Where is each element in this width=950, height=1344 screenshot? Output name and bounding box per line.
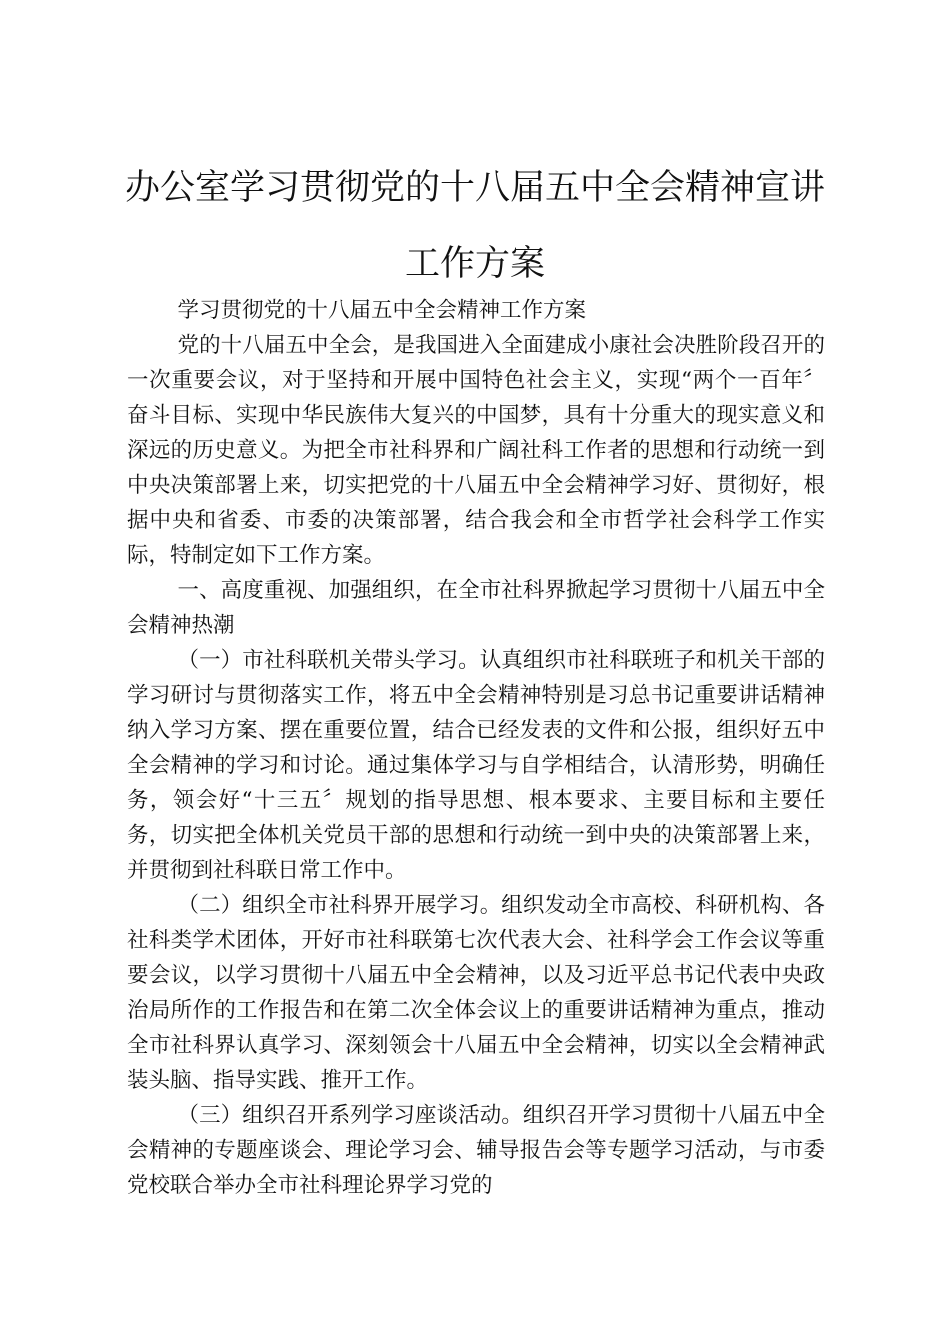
paragraph-item-1: （一）市社科联机关带头学习。认真组织市社科联班子和机关干部的学习研讨与贯彻落实工作，将五中全会精神特别是习总书记重要讲话精神纳入学习方案、摆在重要位置，结合已经发表的文件和公报，组织好五中全会精神的学习和讨论。通过集体学习与自学相结合，认清形势，明确任务，领会好“十三五〞规划的指导思想、根本要求、主要目标和主要任务，切实把全体机关党员干部的思想和行动统一到中央的决策部署上来，并贯彻到社科联日常工作中。 <box>127 648 825 883</box>
document-body <box>127 293 825 1203</box>
document-title: 办公室学习贯彻党的十八届五中全会精神宣讲工作方案 <box>124 168 825 284</box>
paragraph-item-2: （二）组织全市社科界开展学习。组织发动全市高校、科研机构、各社科类学术团体，开好市社科联第七次代表大会、社科学会工作会议等重要会议，以学习贯彻十八届五中全会精神，以及习近平总书记代表中央政治局所作的工作报告和在第二次全体会议上的重要讲话精神为重点，推动全市社科界认真学习、深刻领会十八届五中全会精神，切实以全会精神武装头脑、指导实践、推开工作。 <box>127 893 825 1093</box>
paragraph-item-3: （三）组织召开系列学习座谈活动。组织召开学习贯彻十八届五中全会精神的专题座谈会、理论学习会、辅导报告会等专题学习活动，与市委党校联合举办全市社科理论界学习党的 <box>127 1103 825 1198</box>
paragraph-section-heading: 一、高度重视、加强组织，在全市社科界掀起学习贯彻十八届五中全会精神热潮 <box>127 578 825 638</box>
paragraph-intro: 党的十八届五中全会，是我国进入全面建成小康社会决胜阶段召开的一次重要会议，对于坚持和开展中国特色社会主义，实现“两个一百年〞奋斗目标、实现中华民族伟大复兴的中国梦，具有十分重大的现实意义和深远的历史意义。为把全市社科界和广阔社科工作者的思想和行动统一到中央决策部署上来，切实把党的十八届五中全会精神学习好、贯彻好，根据中央和省委、市委的决策部署，结合我会和全市哲学社会科学工作实际，特制定如下工作方案。 <box>127 333 825 568</box>
paragraph-subtitle: 学习贯彻党的十八届五中全会精神工作方案 <box>177 298 587 323</box>
